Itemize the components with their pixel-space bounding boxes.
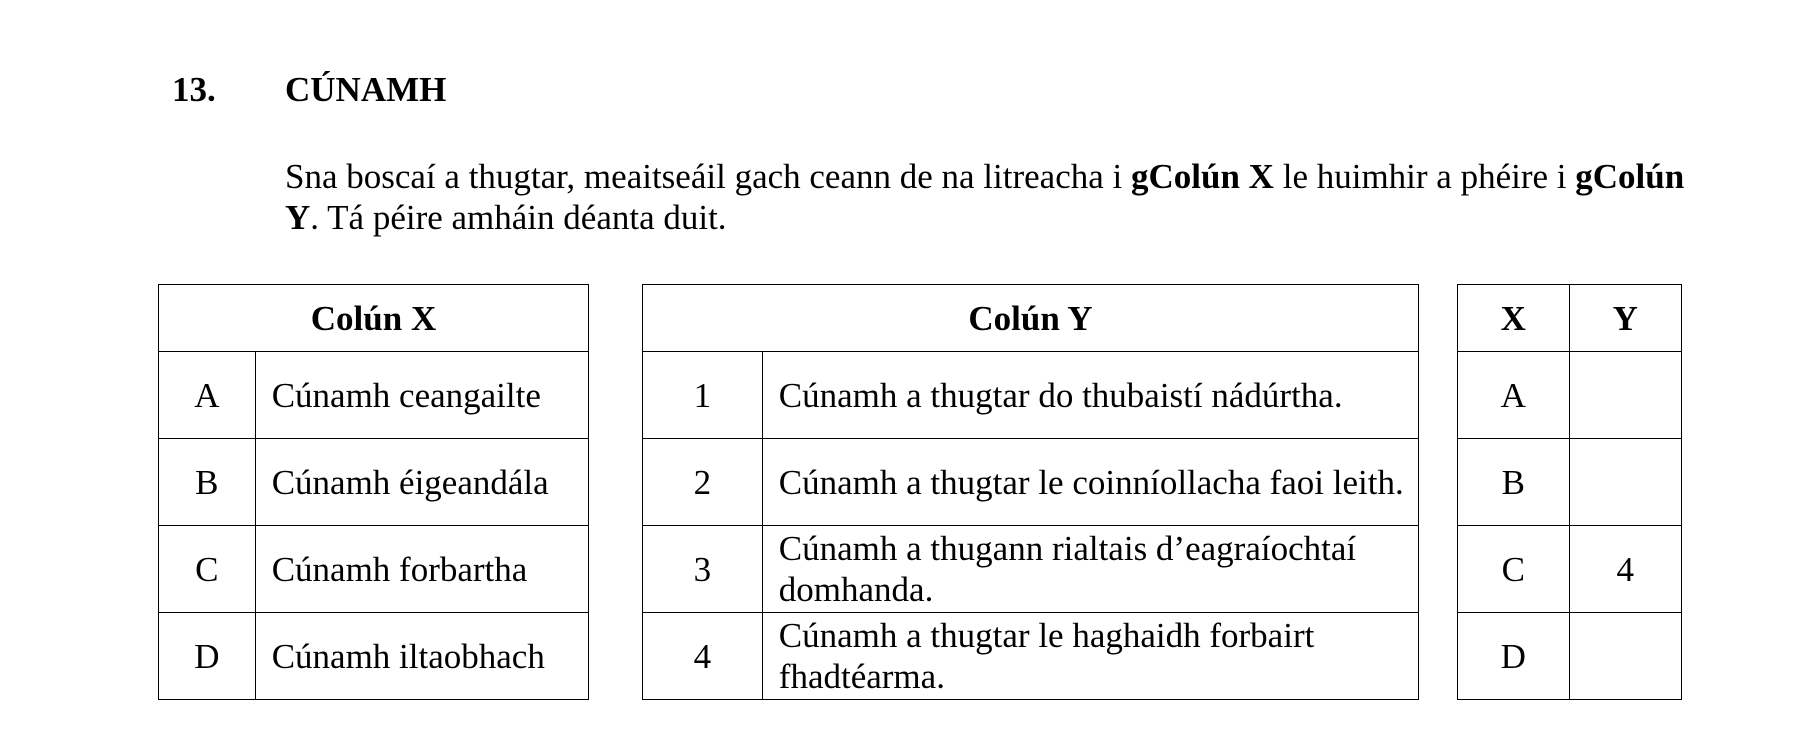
table-row [643, 613, 1419, 700]
answer-x-cell: B [1458, 439, 1570, 526]
table-row [159, 352, 589, 439]
instructions-bold-1: gColún X [1131, 157, 1274, 196]
row-letter: B [159, 439, 256, 526]
row-number: 2 [643, 439, 763, 526]
question-title: CÚNAMH [285, 70, 447, 109]
instructions-bold-2: gColún Y [285, 157, 1685, 237]
answer-grid [1457, 284, 1682, 700]
column-y-table [642, 284, 1419, 700]
answer-header-y: Y [1569, 285, 1682, 352]
answer-x-cell: C [1458, 526, 1570, 613]
row-text: Cúnamh a thugtar le coinníollacha faoi leith. [762, 439, 1418, 526]
answer-header-x: X [1458, 285, 1570, 352]
table-row [1458, 613, 1682, 700]
table-row [643, 526, 1419, 613]
row-letter: C [159, 526, 256, 613]
answer-y-cell[interactable] [1569, 439, 1682, 526]
row-text: Cúnamh éigeandála [255, 439, 588, 526]
answer-y-cell[interactable] [1569, 352, 1682, 439]
row-letter: D [159, 613, 256, 700]
instructions-text-3: . Tá péire amháin déanta duit. [310, 198, 727, 237]
row-text: Cúnamh a thugtar do thubaistí nádúrtha. [762, 352, 1418, 439]
instructions-text-1: Sna boscaí a thugtar, meaitseáil gach ceann de na litreacha i [285, 157, 1131, 196]
question-number: 13. [172, 70, 216, 109]
column-y-header: Colún Y [643, 285, 1419, 352]
row-text: Cúnamh a thugann rialtais d’eagraíochtaí domhanda. [762, 526, 1418, 613]
row-letter: A [159, 352, 256, 439]
column-x-table [158, 284, 589, 700]
instructions-text-2: le huimhir a phéire i [1273, 157, 1576, 196]
answer-y-cell[interactable]: 4 [1569, 526, 1682, 613]
instructions [285, 156, 1705, 238]
table-row [643, 439, 1419, 526]
column-x-header: Colún X [159, 285, 589, 352]
table-row [159, 613, 589, 700]
table-row [159, 526, 589, 613]
row-number: 4 [643, 613, 763, 700]
row-text: Cúnamh iltaobhach [255, 613, 588, 700]
row-number: 3 [643, 526, 763, 613]
answer-x-cell: A [1458, 352, 1570, 439]
row-text: Cúnamh ceangailte [255, 352, 588, 439]
answer-y-cell[interactable] [1569, 613, 1682, 700]
table-row [159, 439, 589, 526]
table-row [1458, 352, 1682, 439]
table-row [1458, 526, 1682, 613]
answer-x-cell: D [1458, 613, 1570, 700]
row-text: Cúnamh forbartha [255, 526, 588, 613]
table-row [1458, 439, 1682, 526]
table-row [643, 352, 1419, 439]
row-number: 1 [643, 352, 763, 439]
row-text: Cúnamh a thugtar le haghaidh forbairt fhadtéarma. [762, 613, 1418, 700]
